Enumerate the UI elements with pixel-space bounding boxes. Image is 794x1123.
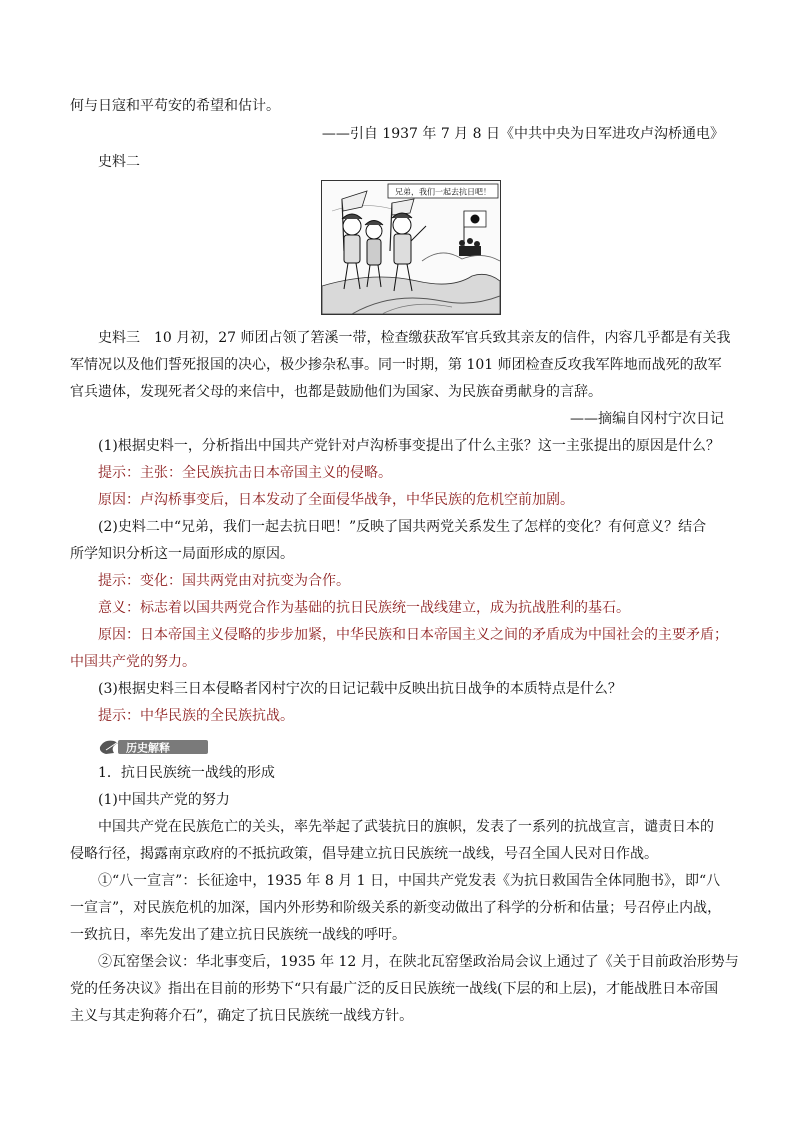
paragraph-1-line-2: 侵略行径，揭露南京政府的不抵抗政策，倡导建立抗日民族统一战线，号召全国人民对日作战。: [70, 846, 658, 862]
source-3-line-1: 史料三 10 月初，27 师团占领了箬溪一带，检查缴获敌军官兵致其亲友的信件，内容几乎都是有关我: [98, 330, 731, 346]
heading-1: 1．抗日民族统一战线的形成: [98, 765, 275, 781]
paragraph-2-line-3: 一致抗日，率先发出了建立抗日民族统一战线的呼吁。: [70, 927, 406, 943]
question-2-line-2: 所学知识分析这一局面形成的原因。: [70, 546, 294, 562]
question-2-line-1: (2)史料二中“兄弟，我们一起去抗日吧！”反映了国共两党关系发生了怎样的变化？有何意义？结合: [98, 519, 707, 535]
source-3-line-2: 军情况以及他们誓死报国的决心，极少掺杂私事。同一时期，第 101 师团检查反攻我军阵地而战死的敌军: [70, 357, 722, 373]
paragraph-2-line-2: 一宣言”，对民族危机的加深，国内外形势和阶级关系的新变动做出了科学的分析和估量；号召停止内战，: [70, 900, 722, 916]
cartoon-caption: 兄弟，我们一起去抗日吧！: [395, 187, 491, 197]
q2-hint-reason-line-2: 中国共产党的努力。: [70, 654, 196, 670]
source-3-line-3: 官兵遗体，发现死者父母的来信中，也都是鼓励他们为国家、为民族奋勇献身的言辞。: [70, 384, 602, 400]
feather-icon: [100, 741, 118, 754]
heading-2: (1)中国共产党的努力: [98, 792, 230, 808]
source-2-label: 史料二: [98, 154, 140, 170]
citation-3: ——摘编自冈村宁次日记: [570, 411, 724, 427]
q3-hint: 提示：中华民族的全民族抗战。: [98, 708, 294, 724]
paragraph-2-line-1: ①“八一宣言”：长征途中，1935 年 8 月 1 日，中国共产党发表《为抗日救国告全体同胞书》，即“八: [98, 873, 721, 889]
q2-hint-reason-line-1: 原因：日本帝国主义侵略的步步加紧，中华民族和日本帝国主义之间的矛盾成为中国社会的主要矛盾；: [98, 627, 728, 643]
propaganda-cartoon-image: [321, 180, 501, 315]
q1-hint-reason: 原因：卢沟桥事变后，日本发动了全面侵华战争，中华民族的危机空前加剧。: [98, 492, 574, 508]
paragraph-3-line-3: 主义与其走狗蒋介石”，确定了抗日民族统一战线方针。: [70, 1008, 414, 1024]
q2-hint-change: 提示：变化：国共两党由对抗变为合作。: [98, 573, 350, 589]
paragraph-3-line-2: 党的任务决议》指出在目前的形势下“只有最广泛的反日民族统一战线(下层的和上层)，才能战胜日本帝国: [70, 981, 719, 997]
question-1: (1)根据史料一，分析指出中国共产党针对卢沟桥事变提出了什么主张？这一主张提出的原因是什么？: [98, 438, 720, 454]
section-title: 历史解释: [126, 741, 170, 755]
citation-1: ——引自 1937 年 7 月 8 日《中共中央为日军进攻卢沟桥通电》: [321, 126, 724, 142]
section-badge: [98, 738, 210, 756]
q1-hint-proposal: 提示：主张：全民族抗击日本帝国主义的侵略。: [98, 465, 392, 481]
paragraph-3-line-1: ②瓦窑堡会议：华北事变后，1935 年 12 月，在陕北瓦窑堡政治局会议上通过了《关于目前政治形势与: [98, 954, 739, 970]
q2-hint-significance: 意义：标志着以国共两党合作为基础的抗日民族统一战线建立，成为抗战胜利的基石。: [98, 600, 630, 616]
question-3: (3)根据史料三日本侵略者冈村宁次的日记记载中反映出抗日战争的本质特点是什么？: [98, 681, 622, 697]
paragraph-1-line-1: 中国共产党在民族危亡的关头，率先举起了武装抗日的旗帜，发表了一系列的抗战宣言，谴责日本的: [98, 819, 714, 835]
intro-tail: 何与日寇和平苟安的希望和估计。: [70, 98, 280, 114]
